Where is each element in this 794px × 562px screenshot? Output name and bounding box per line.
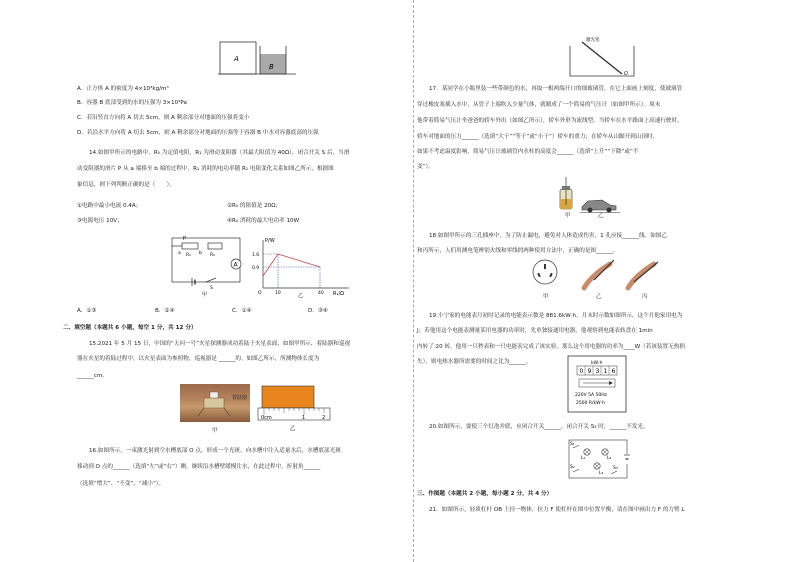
- q14-p-label: P: [183, 236, 187, 242]
- q19-line-2: J；若他用这个电能表测量某用电器的功率时，先单独接通用电器，他观察到电能表转盘在 1min: [417, 328, 653, 334]
- q16-line-2: 移动到 O 点的______（选填“左”或“右”）侧。继续沿水槽壁缓慢注水，在此过程中，折射角______: [77, 464, 321, 470]
- q20-line: 20.如图所示，要使三个灯泡并联，应闭合开关______，闭合开关 S₃ 时，______不发光。: [429, 424, 649, 430]
- q20-s2: S₂: [570, 465, 575, 470]
- q16-line-1: 16.如图所示，一束激光射到空水槽底部 O 点，形成一个光斑。向水槽中注入适量水后，水槽底部光斑: [89, 448, 341, 454]
- meter-unit: kW·h: [591, 361, 603, 366]
- q15-ruler-caption: 乙: [290, 426, 296, 432]
- section-3-heading: 三、作图题（本题共 2 小题，每小题 2 分，共 4 分）: [417, 491, 553, 497]
- block-a-label: A: [234, 55, 239, 63]
- q17-line-1: 17．某同学在小瓶里装一些带颜色的水，再取一根两端开口的细玻璃管，在它上面画上刻度，使玻璃管: [429, 86, 683, 92]
- laser-tank-figure: [568, 38, 640, 80]
- q15-line-1: 15.2021 年 5 月 15 日，中国的“天问一号”火星探测器成功着陆于火星表面，如图甲所示，着陆器和巡视: [89, 341, 351, 347]
- q13-option-d: D．若沿水平方向将 A 切去 5cm，则 A 剩余部分对地面的压强等于容器 B 中水对容器底部的压强: [77, 130, 319, 136]
- graph-x2: 40: [318, 291, 324, 296]
- q14-choice-3: ③电源电压 10V；: [77, 218, 123, 224]
- meter-digit-1: 0: [579, 368, 584, 375]
- q19-line-4: 失），则电热水器所需要的时间之比为______。: [417, 359, 532, 365]
- q15-line-3: ______cm。: [77, 373, 108, 379]
- meter-spec-1: 220V 5A 50Hz: [575, 393, 607, 398]
- q14-answer-a: A．①③: [77, 308, 97, 314]
- q17-line-2: 穿过橡皮塞插入水中，从管子上端吹入少量气体，就制成了一个简易的气压计（如图甲所示）。周末: [417, 102, 661, 108]
- q20-s3: S₃: [613, 466, 618, 471]
- q17-caption-a: 甲: [565, 213, 571, 219]
- q16-line-3: （选填“增大”、“不变”、“减小”）。: [77, 481, 165, 487]
- q18-caption-b: 乙: [596, 294, 602, 300]
- socket-figure: [532, 258, 558, 290]
- laser-point-o: O: [624, 71, 628, 77]
- tester-pen-b: [580, 258, 616, 292]
- blocks-figure: [218, 38, 298, 78]
- q20-l3: L₃: [599, 471, 604, 476]
- q20-l1: L₁: [581, 456, 586, 461]
- q19-line-3: 内转了 20 转，他用一只秒表和一只电能表完成了该实验，那么这个用电器的功率为____W（若该装置无热损: [417, 344, 685, 350]
- q14-b-label: b: [199, 251, 202, 256]
- q18-caption-c: 丙: [642, 294, 648, 300]
- q13-option-a: A．正方体 A 的密度为 4×10³kg/m³: [77, 86, 169, 92]
- electricity-meter: [567, 355, 627, 413]
- q18-line-1: 18.如图甲所示的三孔插座中，为了防止漏电，避免对人体造成伤害，1 孔应接______线。如图乙: [429, 233, 667, 239]
- q19-line-1: 19.小宁家的电能表月初时记录的电能表示数是 881.6kW·h，月末时示数如图所示，这个月他家用电为: [429, 313, 683, 319]
- q14-r0-label: R₀: [210, 253, 215, 258]
- q15-photo-caption: 甲: [212, 428, 218, 434]
- ammeter-label: A: [233, 261, 238, 269]
- graph-y1: 1.6: [252, 253, 260, 258]
- q17-line-5: 如果不考虑温度影响，简易气压计玻璃管内水柱的高度会______（选填“上升”“下降”或“不: [417, 149, 639, 155]
- q18-caption-a: 甲: [543, 294, 549, 300]
- q17-line-6: 变”）。: [417, 164, 434, 170]
- ruler-label-0: 0cm: [261, 415, 272, 421]
- graph-x1: 10: [275, 291, 281, 296]
- graph-caption: 乙: [298, 293, 304, 299]
- car-figure: [580, 196, 620, 214]
- meter-digit-2: 9: [587, 368, 592, 375]
- section-2-heading: 二、填空题（本题共 6 小题，每空 1 分，共 12 分）: [63, 325, 197, 331]
- graph-ylabel: P/W: [265, 238, 275, 244]
- laser-pen-label: 激光笔: [586, 38, 600, 43]
- q14-circuit-caption: 甲: [202, 292, 208, 298]
- ruler-label-2: 2: [322, 415, 326, 421]
- meter-spec-2: 2500 R/kW·h: [576, 401, 605, 406]
- q14-line-2: 动变阻器的滑片 P 从 a 端移至 b 端的过程中，R₁ 消耗的电功率随 R₁ 电阻变化关系如图乙所示，根据图: [77, 166, 334, 172]
- q14-line-1: 14.如图甲所示的电路中，R₀ 为定值电阻，R₁ 为滑动变阻器（其最大阻值为 40Ω），闭合开关 S 后，当滑: [89, 150, 350, 156]
- q15-line-2: 器在火星的着陆过程中，以火星表面为参照物，巡视器是 ______的。如图乙所示，所测物体长度为: [77, 356, 320, 362]
- q14-power-graph: [253, 236, 353, 298]
- graph-origin: O: [258, 291, 262, 296]
- graph-y2: 0.9: [252, 266, 260, 271]
- q14-line-3: 象信息，则下列判断正确的是（ ）。: [77, 182, 175, 188]
- q13-option-c: C．若沿竖直方向将 A 切去 5cm，则 A 剩余部分对地面的压强将变小: [77, 115, 250, 121]
- q17-line-3: 他带着简易气压计坐爸爸的轿车外出（如图乙所示），轿车外形为流线型。当轿车在水平路面上高速行驶时，: [417, 118, 683, 124]
- q18-line-2: 和丙所示，人们用测电笔辨别火线和零线的两种使用方法中，正确的是图______。: [417, 248, 619, 254]
- q14-circuit-diagram: [166, 234, 246, 296]
- block-b-label: B: [269, 63, 274, 71]
- q14-answer-c: C．①④: [232, 308, 252, 314]
- q20-s1: S₁: [570, 442, 575, 447]
- meter-digit-4: 1: [603, 368, 608, 375]
- q14-r1-label: R₁: [186, 253, 191, 258]
- q17-line-4: 轿车对地面的压力______（选填“大于”“等于”或“小于”）轿车的重力；在轿车从山脚开到山顶时，: [417, 134, 659, 140]
- q14-choice-2: ②R₀ 的阻值是 20Ω；: [227, 203, 282, 209]
- lander-photo-label: 着陆器: [232, 395, 248, 401]
- q20-circuit-diagram: [565, 436, 633, 482]
- meter-digit-5: 6: [611, 368, 616, 375]
- q20-l2: L₂: [607, 456, 612, 461]
- meter-digit-3: 3: [595, 368, 600, 375]
- q14-a-label: a: [178, 251, 181, 256]
- ruler-figure: [258, 384, 334, 432]
- q14-answer-d: D．③④: [308, 308, 328, 314]
- q14-switch-label: S: [210, 286, 213, 291]
- column-divider: [413, 0, 414, 562]
- graph-xlabel: R₁/Ω: [333, 291, 344, 297]
- q21-line: 21．如图所示，轻质杠杆 OB 上挂一物体，拉力 F 使杠杆在图中位置平衡，请在图中画出力 F 的力臂 L: [429, 507, 685, 513]
- q14-choice-4: ④R₀ 消耗的最大电功率 10W: [227, 218, 300, 224]
- ruler-label-1: 1: [302, 415, 306, 421]
- q14-choice-1: ①电路中最小电流 0.4A；: [77, 203, 142, 209]
- tester-pen-c: [624, 258, 660, 292]
- q13-option-b: B．容器 B 底部受到的水的压强为 3×10³Pa: [77, 100, 187, 106]
- q14-answer-b: B．②④: [155, 308, 175, 314]
- q17-caption-b: 乙: [598, 213, 604, 219]
